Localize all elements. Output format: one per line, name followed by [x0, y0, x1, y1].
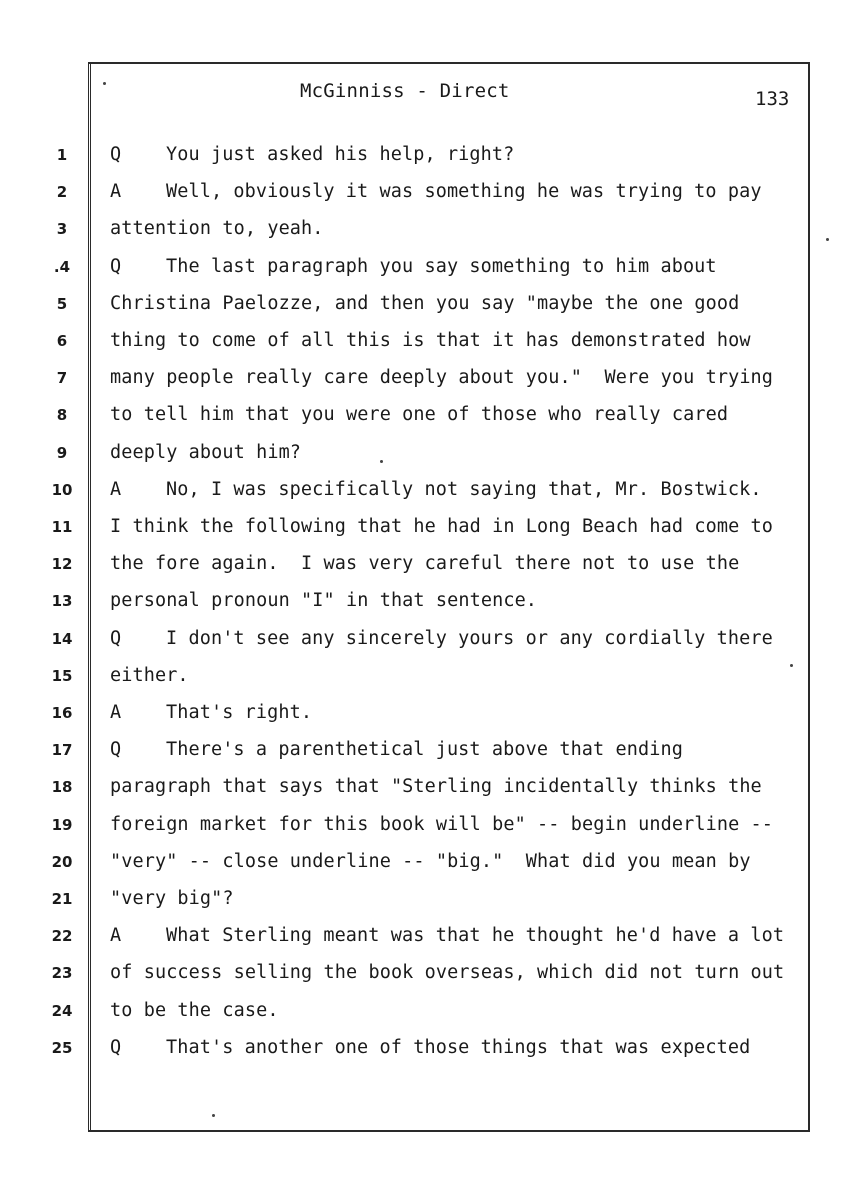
line-number: 5	[56, 294, 68, 313]
line-number: 6	[56, 332, 68, 350]
line-number: 18	[51, 778, 73, 797]
transcript-line	[110, 628, 773, 649]
transcript-line	[110, 479, 762, 500]
line-number: 12	[51, 555, 73, 574]
line-text: to be the case.	[110, 999, 279, 1021]
line-text: "very big"?	[110, 888, 234, 909]
line-number: 21	[51, 890, 73, 908]
transcript-line	[110, 404, 728, 425]
line-text: foreign market for this book will be" -- begin underline --	[110, 813, 774, 835]
speaker-label: A	[110, 181, 122, 203]
line-text: the fore again. I was very careful there not to use the	[110, 553, 740, 575]
line-text: The last paragraph you say something to him about	[166, 255, 717, 277]
line-text: paragraph that says that "Sterling incidentally thinks the	[110, 776, 762, 798]
scan-speck	[103, 82, 106, 85]
line-number: 3	[56, 220, 68, 239]
line-number: 20	[51, 852, 73, 871]
line-text: "very" -- close underline -- "big." What did you mean by	[110, 850, 751, 872]
line-number: 19	[51, 815, 73, 834]
transcript-line	[110, 702, 312, 723]
transcript-line	[110, 516, 773, 537]
line-number: .4	[53, 257, 71, 276]
scan-speck	[826, 238, 829, 241]
line-text: Well, obviously it was something he was trying to pay	[166, 181, 762, 203]
speaker-label: Q	[110, 255, 122, 277]
line-text: There's a parenthetical just above that ending	[166, 739, 683, 761]
transcript-line	[110, 367, 773, 388]
line-number: 9	[56, 443, 68, 462]
transcript-line	[110, 553, 739, 574]
line-number: 16	[51, 704, 73, 722]
line-text: attention to, yeah.	[110, 218, 324, 240]
speaker-label: A	[110, 478, 122, 500]
transcript-line	[110, 776, 762, 797]
transcript-line	[110, 330, 751, 351]
line-number: 2	[56, 183, 68, 202]
transcript-line	[110, 962, 784, 983]
line-text: deeply about him?	[110, 441, 302, 463]
transcript-line	[110, 925, 784, 946]
transcript-line	[110, 888, 234, 909]
line-text: either.	[110, 664, 189, 686]
line-text: You just asked his help, right?	[166, 144, 515, 165]
line-number: 10	[51, 480, 73, 499]
transcript-line	[110, 665, 189, 686]
line-number: 15	[51, 666, 73, 685]
line-text: That's right.	[166, 702, 313, 723]
transcript-line	[110, 442, 301, 463]
transcript-line	[110, 590, 537, 611]
speaker-label: A	[110, 925, 122, 947]
speaker-label: Q	[110, 1036, 122, 1058]
transcript-line	[110, 1037, 750, 1058]
line-number: 23	[51, 964, 73, 983]
line-number: 17	[51, 741, 73, 760]
line-text: to tell him that you were one of those who really cared	[110, 404, 729, 426]
speaker-label: Q	[110, 739, 122, 761]
transcript-line	[110, 218, 324, 239]
transcript-line	[110, 256, 717, 277]
left-margin-rule	[88, 62, 91, 1132]
line-text: thing to come of all this is that it has demonstrated how	[110, 330, 751, 351]
line-number: 24	[51, 1001, 73, 1020]
transcript-line	[110, 739, 683, 760]
transcript-line	[110, 293, 739, 314]
speaker-label: A	[110, 702, 122, 723]
line-text: of success selling the book overseas, which did not turn out	[110, 962, 785, 984]
line-text: What Sterling meant was that he thought he'd have a lot	[166, 925, 785, 947]
scan-speck	[380, 460, 383, 463]
line-number: 14	[51, 629, 73, 648]
line-number: 25	[51, 1038, 73, 1057]
page-header-title: McGinniss - Direct	[300, 80, 510, 102]
line-number: 7	[56, 369, 68, 388]
line-number: 13	[51, 592, 73, 611]
line-text: No, I was specifically not saying that, Mr. Bostwick.	[166, 478, 762, 500]
transcript-line	[110, 814, 773, 835]
transcript-line	[110, 181, 762, 202]
line-number: 1	[56, 146, 68, 164]
line-text: That's another one of those things that was expected	[166, 1036, 751, 1058]
line-number: 11	[51, 518, 73, 536]
transcript-line	[110, 144, 514, 165]
scan-speck	[212, 1114, 215, 1117]
line-text: many people really care deeply about you." Were you trying	[110, 367, 774, 389]
transcript-line	[110, 851, 751, 872]
speaker-label: Q	[110, 627, 122, 649]
line-text: Christina Paelozze, and then you say "maybe the one good	[110, 292, 740, 314]
line-number: 22	[51, 927, 73, 946]
line-number: 8	[56, 406, 68, 425]
line-text: I don't see any sincerely yours or any cordially there	[166, 627, 773, 649]
transcript-line	[110, 1000, 279, 1021]
page-number: 133	[755, 88, 790, 110]
speaker-label: Q	[110, 144, 122, 165]
line-text: personal pronoun "I" in that sentence.	[110, 590, 538, 612]
scan-speck	[790, 664, 793, 667]
line-text: I think the following that he had in Long Beach had come to	[110, 516, 774, 537]
